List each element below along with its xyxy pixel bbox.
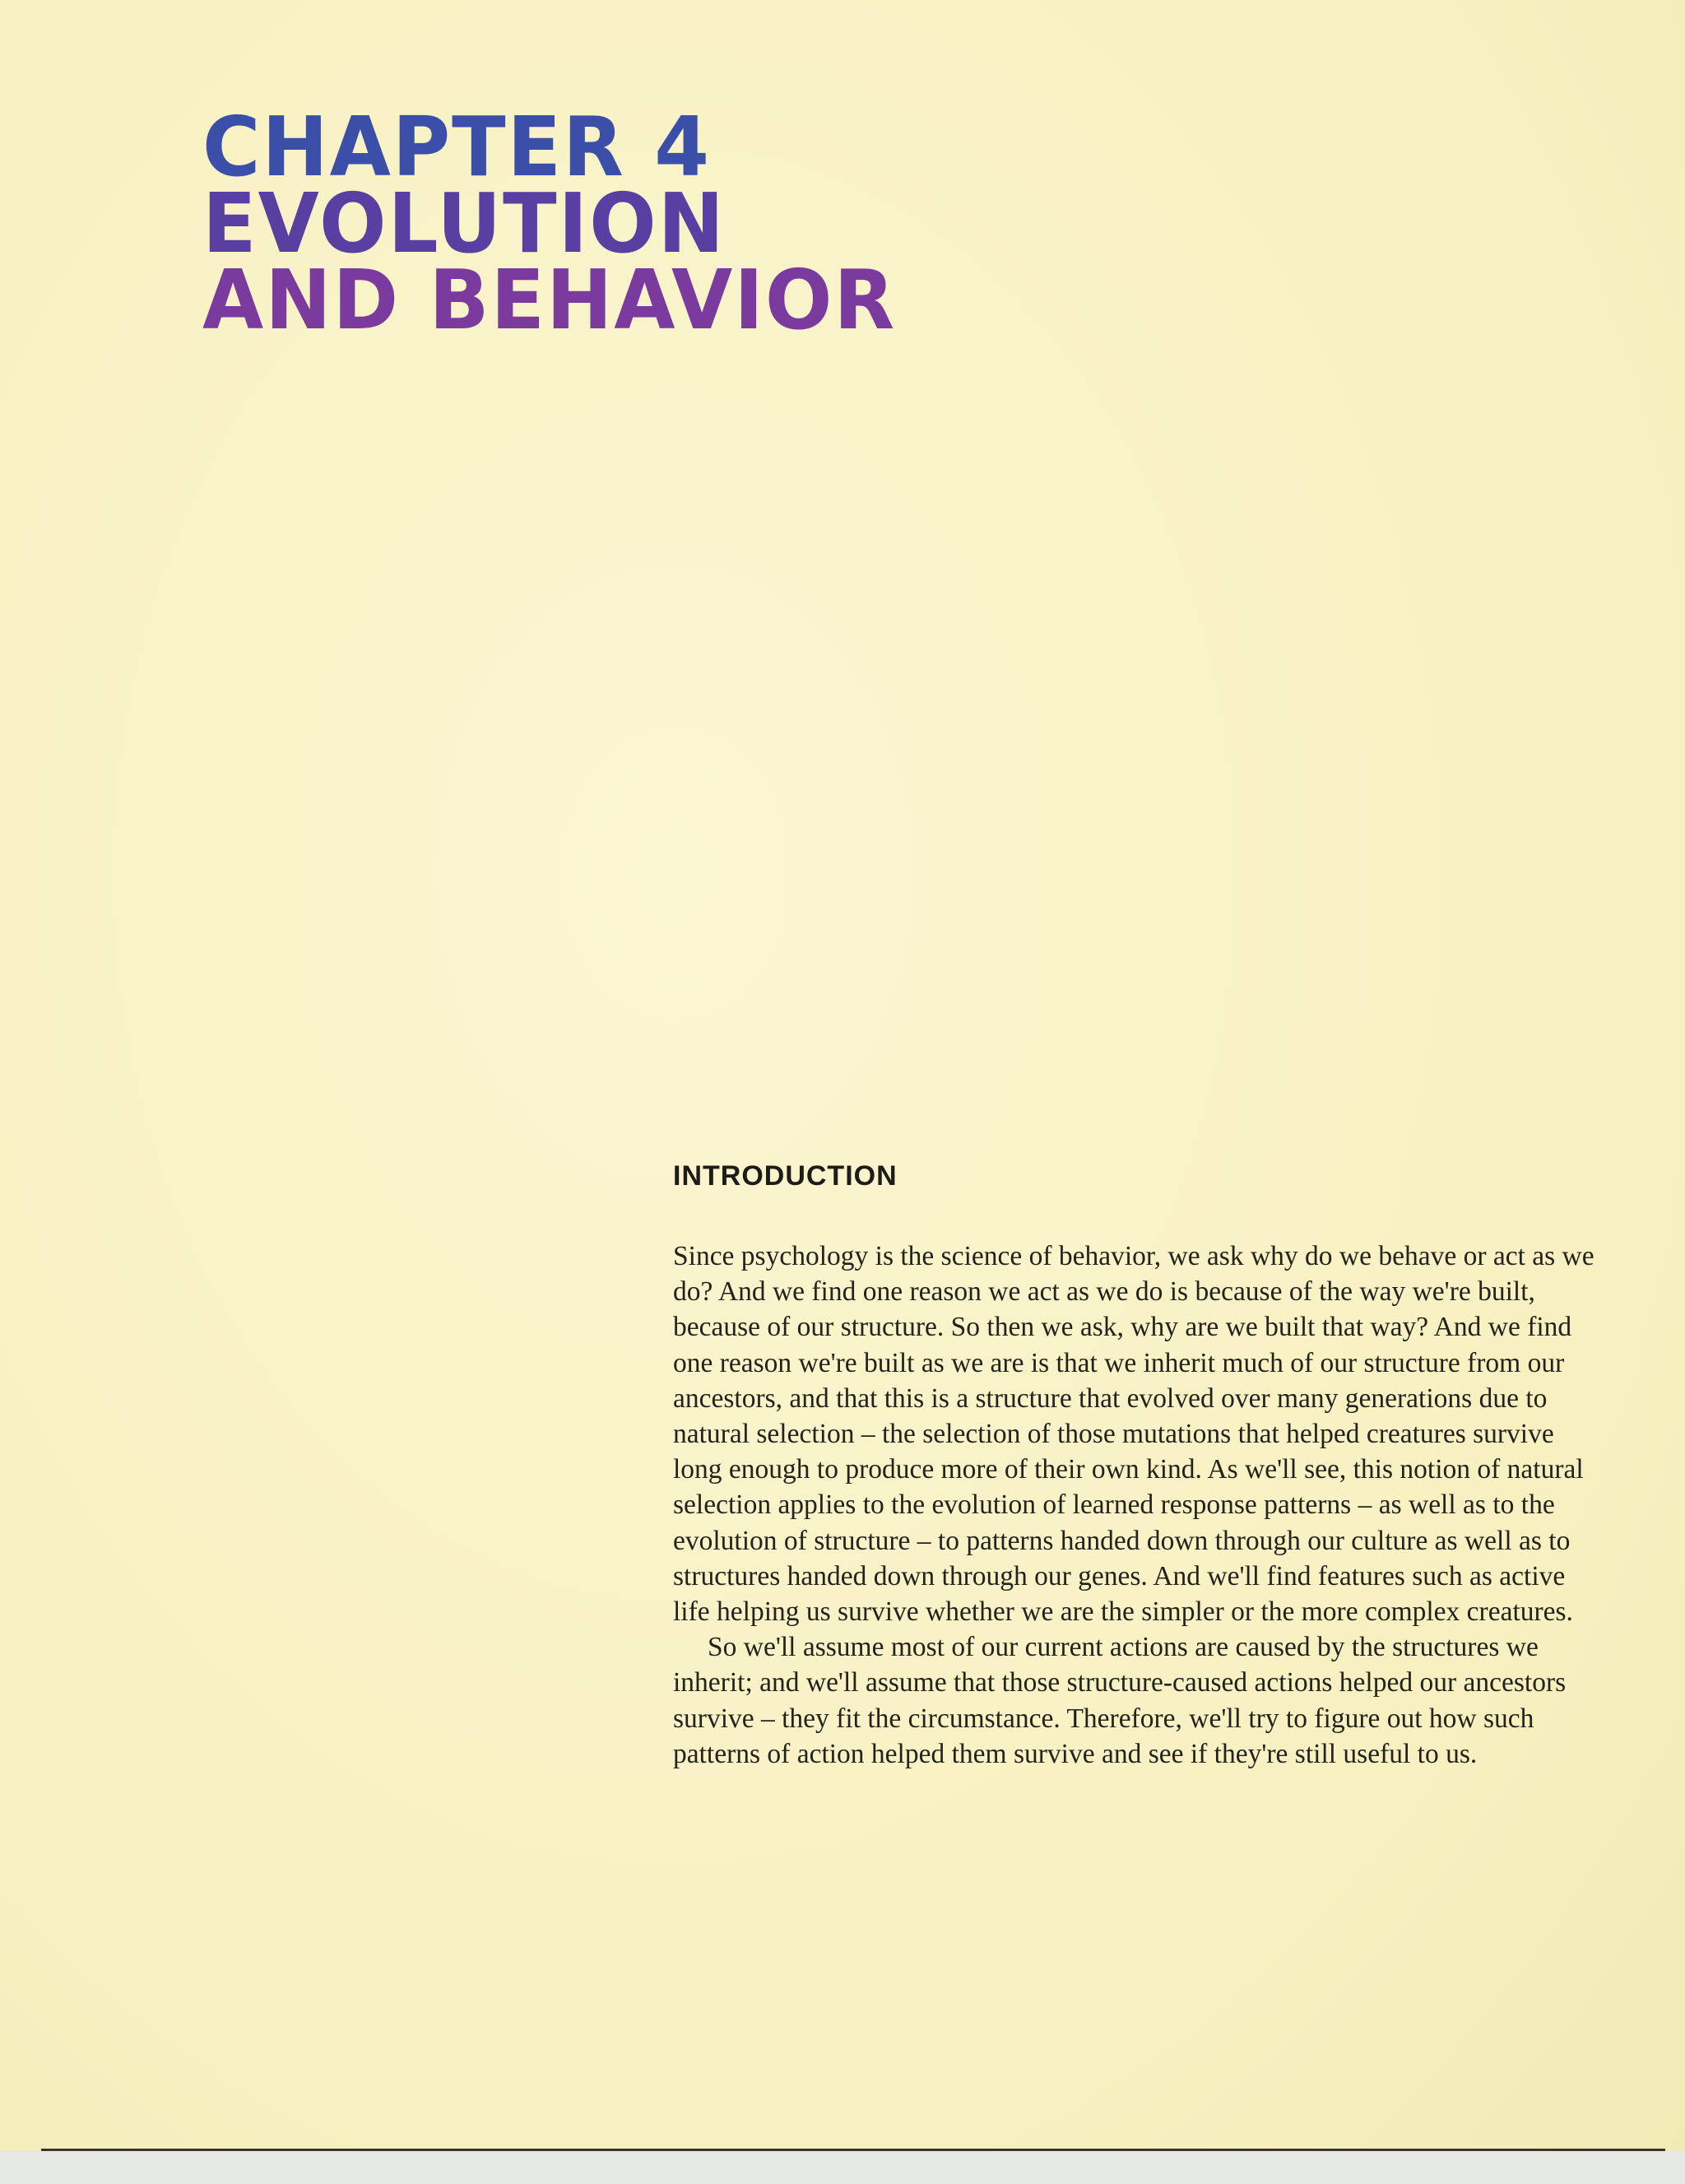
- chapter-title-line-2: EVOLUTION: [202, 175, 726, 272]
- section-heading: INTRODUCTION: [673, 1160, 898, 1192]
- chapter-title-line-1: CHAPTER 4: [202, 99, 711, 195]
- introduction-section: [673, 1160, 1594, 1772]
- chapter-title: [202, 99, 897, 348]
- body-paragraph-1: Since psychology is the science of behavior, we ask why do we behave or act as we do? And we find one reason we act as we do is because of the way we're built, because of our structure. So then we ask, why are we built that way? And we find one reason we're built as we are is that we inherit much of our structure from our ancestors, and that this is a structure that evolved over many generations due to natural selection – the selection of those mutations that helped creatures survive long enough to produce more of their own kind. As we'll see, this notion of natural selection applies to the evolution of learned response patterns – as well as to the evolution of structure – to patterns handed down through our culture as well as to structures handed down through our genes. And we'll find features such as active life helping us survive whether we are the simpler or the more complex creatures.: [673, 1241, 1594, 1628]
- body-paragraph-2: So we'll assume most of our current actions are caused by the structures we inherit; and we'll assume that those structure-caused actions helped our ancestors survive – they fit the circumstance. Therefore, we'll try to figure out how such patterns of action helped them survive and see if they're still useful to us.: [673, 1632, 1567, 1769]
- chapter-title-line-3: AND BEHAVIOR: [202, 252, 897, 348]
- scan-bottom-band: [0, 2151, 1685, 2184]
